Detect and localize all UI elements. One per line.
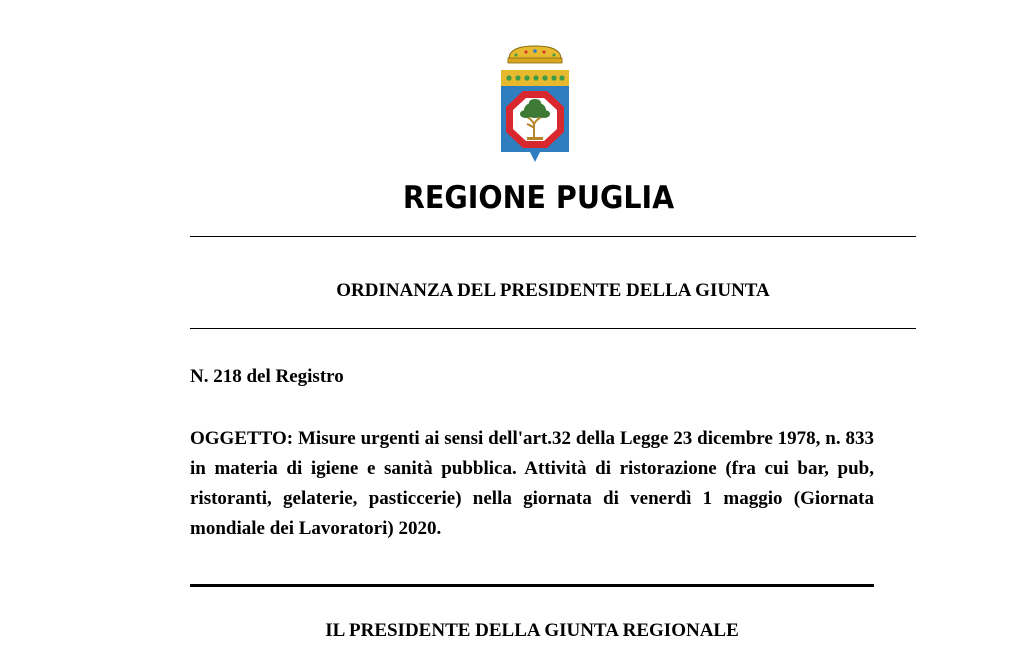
region-title: REGIONE PUGLIA [402, 180, 675, 216]
section-heading: IL PRESIDENTE DELLA GIUNTA REGIONALE [325, 620, 739, 641]
ordinance-heading: ORDINANZA DEL PRESIDENTE DELLA GIUNTA [336, 280, 770, 301]
divider-top [190, 236, 916, 237]
divider-middle [190, 328, 916, 329]
regione-puglia-emblem [496, 40, 574, 166]
subject-paragraph: OGGETTO: Misure urgenti ai sensi dell'art.32 della Legge 23 dicembre 1978, n. 833 in materia di igiene e sanità pubblica. Attività di ristorazione (fra cui bar, pub, ristoranti, gelaterie, pasticcerie) nella giornata di venerdì 1 maggio (Giornata mondiale dei Lavoratori) 2020. [190, 428, 874, 539]
crown-icon [508, 46, 562, 63]
registry-number: N. 218 del Registro [190, 366, 344, 387]
divider-bottom [190, 584, 874, 587]
